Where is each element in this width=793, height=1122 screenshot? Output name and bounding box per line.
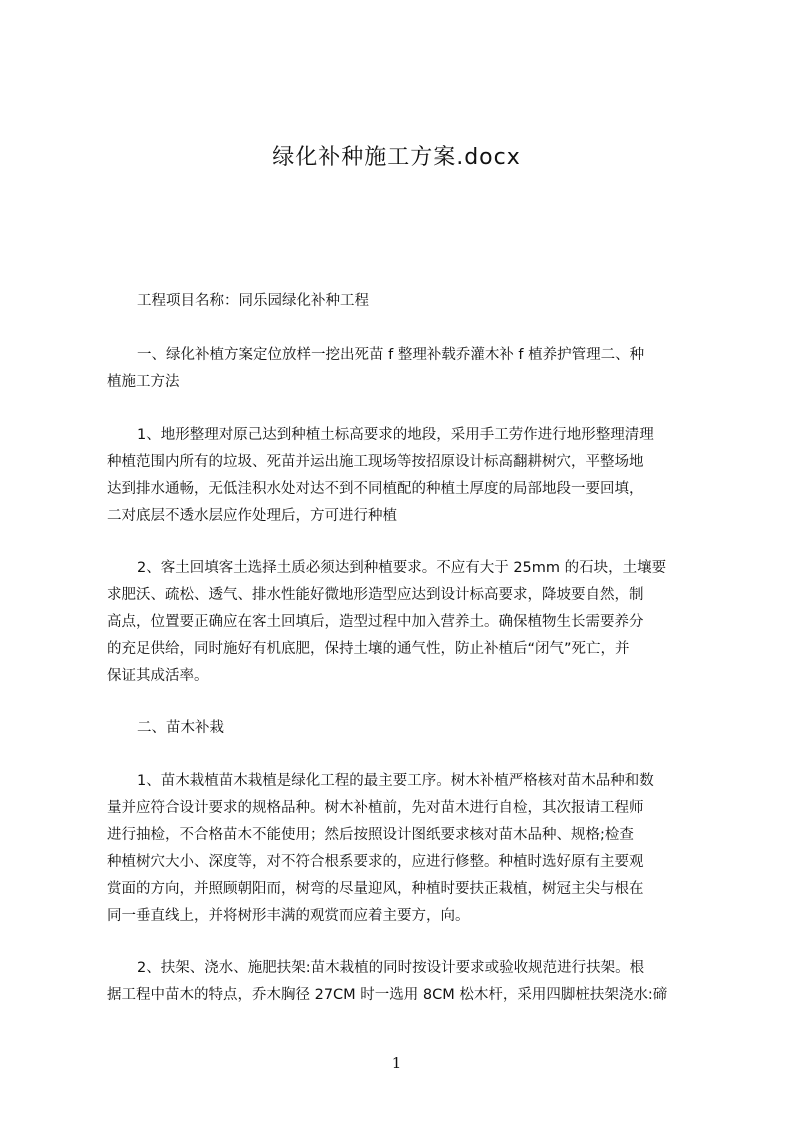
para3-line-2: 量并应符合设计要求的规格品种。树木补植前，先对苗木进行自检，其次报请工程师 bbox=[107, 800, 644, 816]
para1-line-1: 1、地形整理对原己达到种植土标高要求的地段，采用手工劳作进行地形整理清理 bbox=[137, 427, 654, 443]
para2-line-5: 保证其成活率。 bbox=[107, 668, 209, 684]
project-name-line: 工程项目名称：同乐园绿化补种工程 bbox=[137, 293, 369, 309]
para3-line-6: 同一垂直线上，并将树形丰满的观赏而应着主要方，向。 bbox=[107, 908, 470, 924]
para2-line-2: 求肥沃、疏松、透气、排水性能好微地形造型应达到设计标高要求，降坡要自然，制 bbox=[107, 587, 644, 603]
para2-line-1: 2、客土回填客土选择土质必须达到种植要求。不应有大于 25mm 的石块，土壤要 bbox=[137, 560, 667, 576]
para3-line-3: 进行抽检，不合格苗木不能使用；然后按照设计图纸要求核对苗木品种、规格;检查 bbox=[107, 827, 634, 843]
para3-line-4: 种植树穴大小、深度等，对不符合根系要求的，应进行修整。种植时选好原有主要观 bbox=[107, 854, 644, 870]
document-title: 绿化补种施工方案.docx bbox=[272, 145, 521, 170]
para1-line-3: 达到排水通畅，无低洼积水处对达不到不同植配的种植土厚度的局部地段一要回填， bbox=[107, 481, 644, 497]
para1-line-4: 二对底层不透水层应作处理后，方可进行种植 bbox=[107, 508, 397, 524]
para2-line-3: 高点，位置要正确应在客土回填后，造型过程中加入营养土。确保植物生长需要养分 bbox=[107, 614, 644, 630]
para4-line-1: 2、扶架、浇水、施肥扶架:苗木栽植的同时按设计要求或验收规范进行扶架。根 bbox=[137, 960, 645, 976]
para3-line-5: 赏面的方向，并照顾朝阳而，树弯的尽量迎风，种植时要扶正栽植，树冠主尖与根在 bbox=[107, 881, 644, 897]
page-number: 1 bbox=[391, 1054, 402, 1072]
para1-line-2: 种植范围内所有的垃圾、死苗并运出施工现场等按招原设计标高翻耕树穴，平整场地 bbox=[107, 454, 644, 470]
section1-line-2: 植施工方法 bbox=[107, 374, 180, 390]
para2-line-4: 的充足供给，同时施好有机底肥，保持土壤的通气性，防止补植后“闭气”死亡，并 bbox=[107, 641, 630, 657]
para4-line-2: 据工程中苗木的特点，乔木胸径 27CM 时一选用 8CM 松木杆，采用四脚桩扶架浇水:碲 bbox=[107, 987, 668, 1003]
section1-line-1: 一、绿化补植方案定位放样一挖出死苗 f 整理补载乔灌木补 f 植养护管理二、种 bbox=[137, 347, 645, 363]
section2-heading: 二、苗木补栽 bbox=[137, 720, 224, 736]
para3-line-1: 1、苗木栽植苗木栽植是绿化工程的最主要工序。树木补植严格核对苗木品种和数 bbox=[137, 773, 654, 789]
